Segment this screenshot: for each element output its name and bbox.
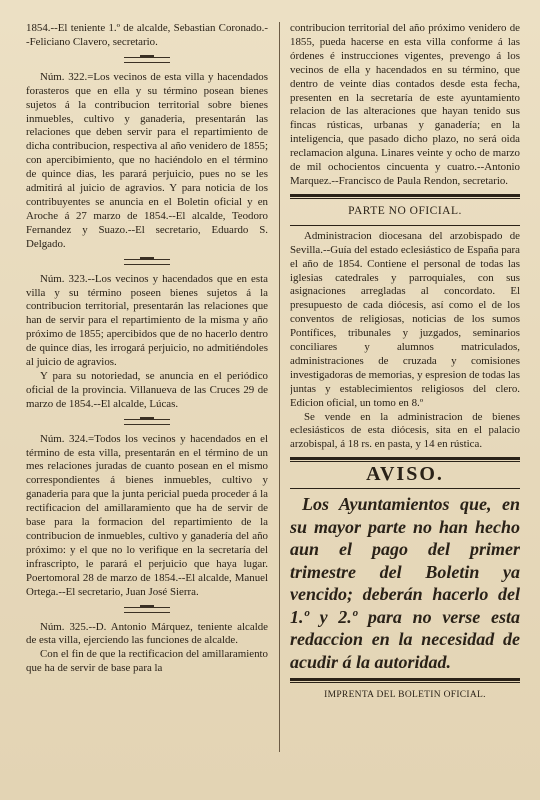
notice-325: Núm. 325.--D. Antonio Márquez, teniente alcalde de esta villa, ejerciendo las funciones de alcalde. — [26, 620, 268, 647]
right-column — [290, 22, 520, 780]
section-rule-thin — [290, 225, 520, 226]
ornament-divider — [124, 419, 170, 425]
section-rule — [290, 194, 520, 199]
notice-322: Núm. 322.=Los vecinos de esta villa y hacendados forasteros que en ella y su término posean bienes sujetos á la contribucion territorial sobre bienes inmuebles, cultivo y ganaderia, presentarán las relaciones que deben servir para el repartimiento de dicha contribucion, respectiva al año venidero de 1855; con apercibimiento, que no haciéndolo en el término de quince dias, les parará perjuicio, pues no se les admitirá al juicio de agravios. Y para noticia de los contribuyentes se anuncia en el Boletin oficial y en Aroche á 27 marzo de 1854.--El alcalde, Teodoro Fernandez y Suazo.--El secretario, Eduardo S. Delgado. — [26, 70, 268, 250]
entry-continuation: 1854.--El teniente 1.º de alcalde, Sebastian Coronado.--Feliciano Clavero, secretario. — [26, 22, 268, 48]
notice-323-closing: Y para su notoriedad, se anuncia en el periódico oficial de la provincia. Villanueva de las Cruces 29 de marzo de 1854.--El alcalde, Lúcas. — [26, 369, 268, 410]
ornament-divider — [124, 607, 170, 613]
aviso-rule — [290, 457, 520, 462]
diocesan-sale-notice: Se vende en la administracion de bienes eclesiásticos de esta diócesis, sita en el palacio arzobispal, á 18 rs. en pasta, y 14 en rústica. — [290, 410, 520, 451]
imprint-line: IMPRENTA DEL BOLETIN OFICIAL. — [324, 690, 486, 701]
section-heading: PARTE NO OFICIAL. — [348, 204, 462, 217]
left-column — [26, 22, 268, 780]
aviso-body: Los Ayuntamientos que, en su mayor parte no han hecho aun el pago del primer trimestre del Boletin ya vencido; deberán hacerlo del 1.º y 2.º para no verse esta redaccion en la necesidad de acudir á la autoridad. — [290, 494, 520, 672]
notice-325-body: Con el fin de que la rectificacion del amillaramiento que ha de servir de base para la — [26, 648, 268, 675]
notice-325-continuation: contribucion territorial del año próximo venidero de 1855, pueda hacerse en esta villa conforme á las órdenes é instrucciones vigentes, prevengo á los vecinos de ella y hacendados en su término, que dentro de veinte dias contados desde esta fecha, presenten en la secretaría de este ayuntamiento relacion de las alteraciones que hayan tenido sus fincas rústicas, urbanas y ganadería; en la inteligencia, que pasado dicho plazo, no será oida reclamacion alguna. Linares veinte y ocho de marzo de mil ochocientos cincuenta y cuatro.--Antonio Marquez.--Francisco de Paula Rendon, secretario. — [290, 22, 520, 187]
column-divider — [279, 22, 280, 752]
aviso-rule-thin — [290, 488, 520, 489]
ornament-divider — [124, 259, 170, 265]
imprint-rule — [290, 678, 520, 683]
ornament-divider — [124, 57, 170, 63]
diocesan-notice: Administracion diocesana del arzobispado de Sevilla.--Guía del estado eclesiástico de España para el año de 1854. Contiene el personal de todas las iglesias catedrales y parroquiales, con sus asignaciones arregladas al concordato. El presupuesto de cada diócesis, así como el de los conventos de religiosas, noticias de los sumos Pontífices, tribunales y juzgados, seminarios conciliares y alumnos matriculados, administraciones de cruzada y comisiones investigadoras de memorias, y espresion de todas las juntas y establecimientos religiosos del clero. Edicion oficial, un tomo en 8.º — [290, 229, 520, 409]
notice-323: Núm. 323.--Los vecinos y hacendados que en esta villa y su término poseen bienes sujetos á la contribucion territorial, presentarán las relaciones que han de servir para el repartimiento de la misma y año próximo de 1855; apercibidos que de no hacerlo dentro de quince dias, les irrogará perjuicio, no admitiéndoles al juicio de agravios. — [26, 272, 268, 369]
notice-324: Núm. 324.=Todos los vecinos y hacendados en el término de esta villa, presentarán en el término de un mes relaciones juradas de cuanto posean en el mismo correspondientes á bienes inmuebles, cultivo y ganaderia para que la junta pericial pueda proceder á la rectificacion del amillaramiento que ha de servir de base para la formacion del repartimiento de la contribucion de inmuebles, cultivo y ganadería del año próximo: y el que no lo verifique en la secretaría del infrascripto, le parará el perjuicio que haya lugar. Poertomoral 28 de marzo de 1854.--El alcalde, Manuel Ortega.--El secretario, Juan José Sierra. — [26, 432, 268, 598]
aviso-title: AVISO. — [366, 463, 444, 486]
